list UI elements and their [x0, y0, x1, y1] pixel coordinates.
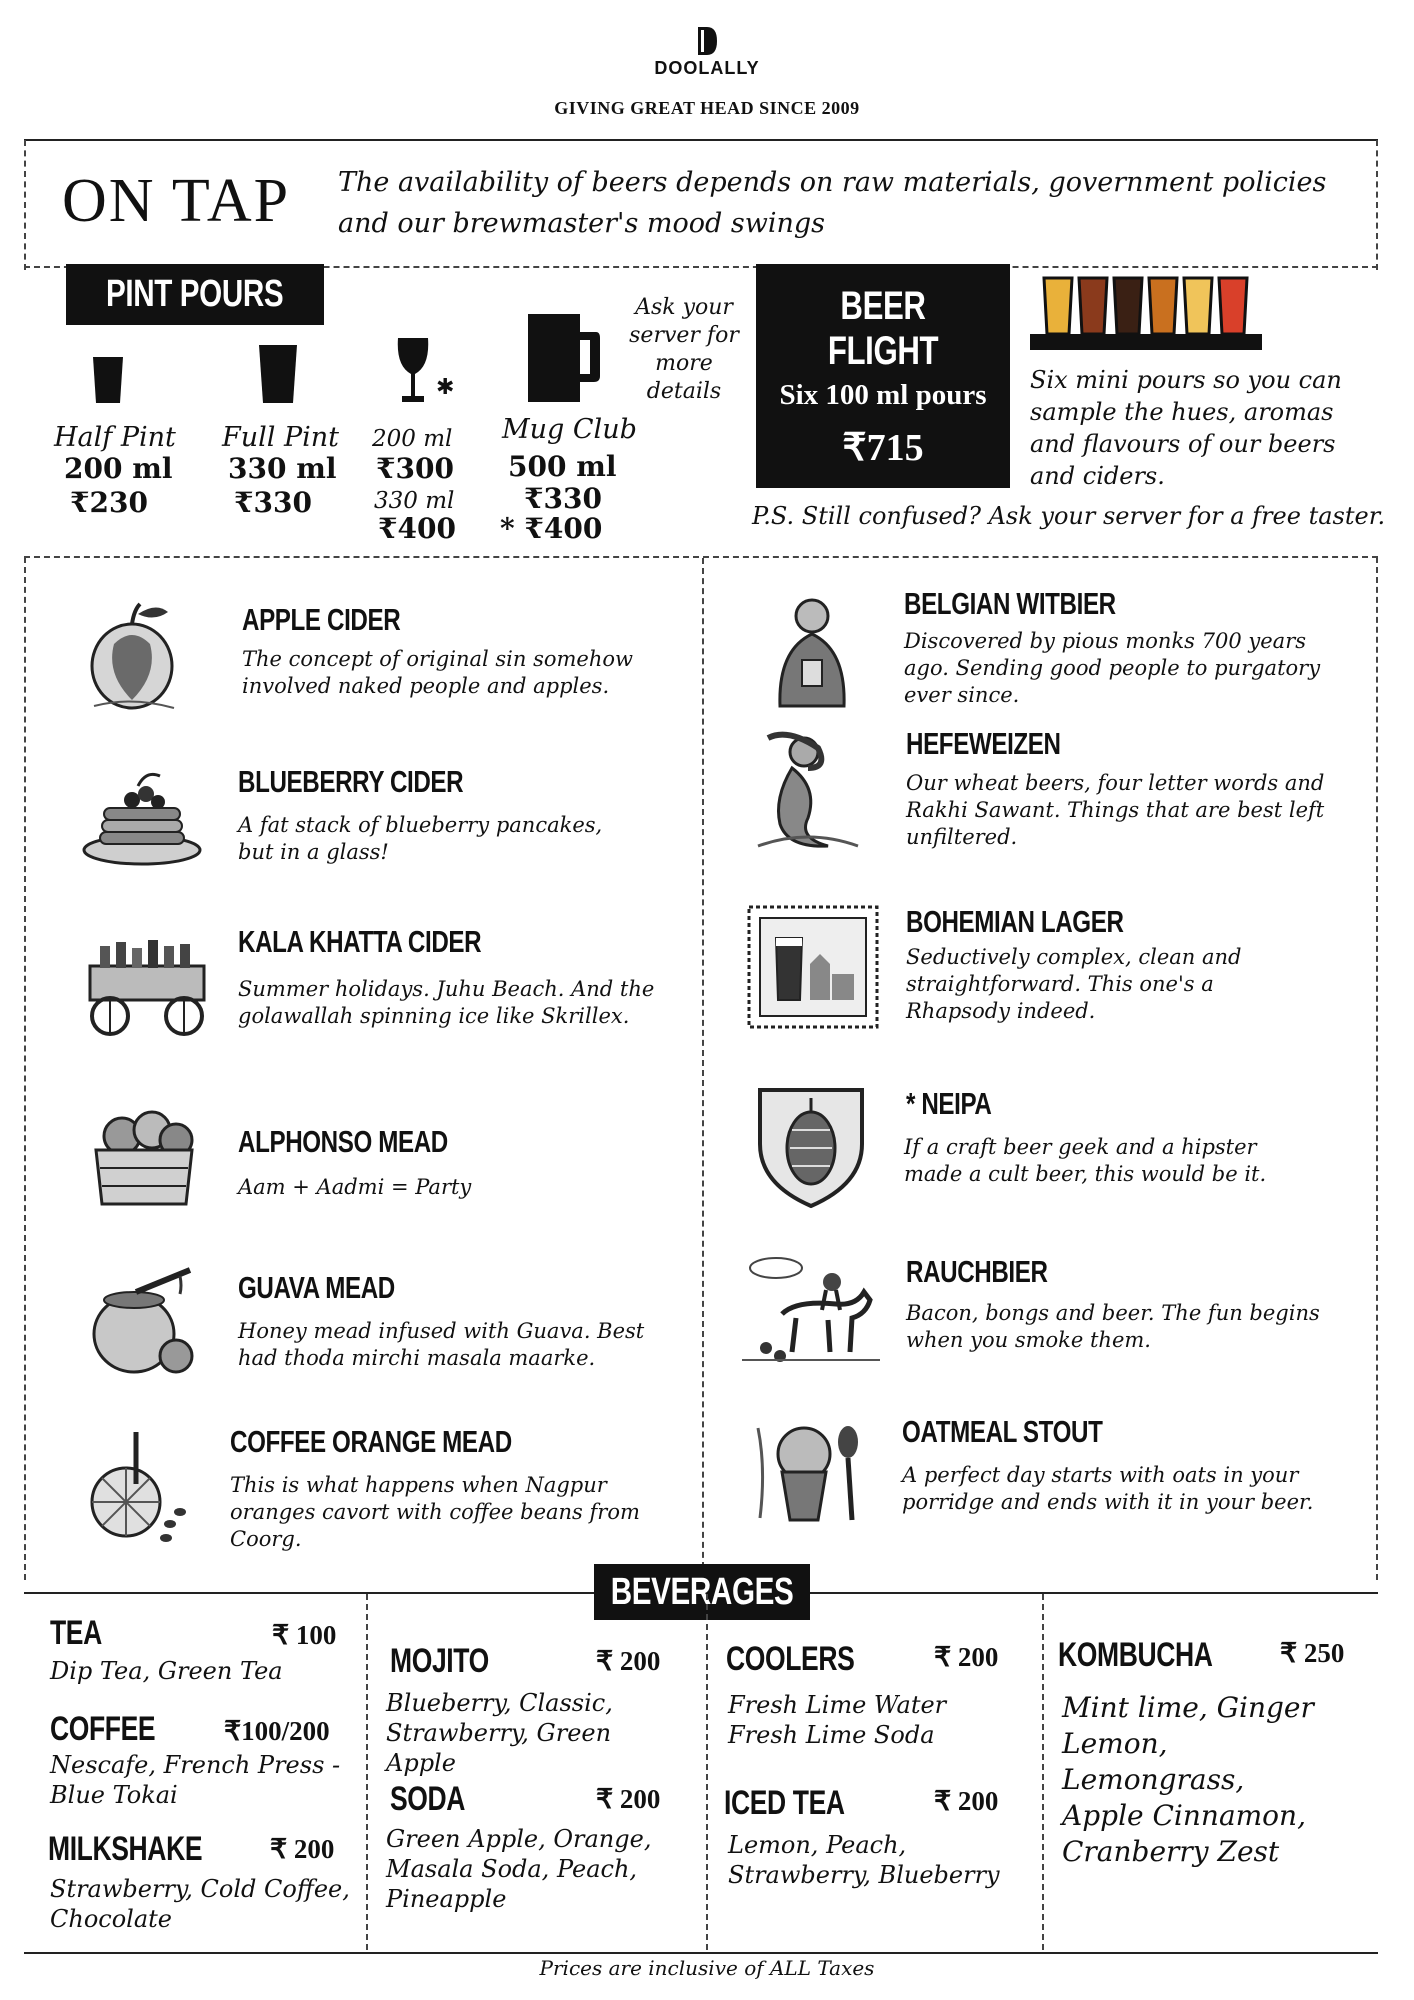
on-tap-title: ON TAP [62, 167, 291, 235]
menu-item-name: BOHEMIAN LAGER [906, 904, 1124, 939]
mermaid-icon [748, 728, 868, 854]
mug-club-volume: 500 ml [508, 450, 617, 483]
bev-item-description: Lemon, Peach, Strawberry, Blueberry [728, 1831, 1000, 1889]
mango-crate-icon [82, 1100, 206, 1212]
left-dash-border [24, 140, 26, 270]
half-pint-glass-icon [92, 356, 124, 404]
flight-glass [1219, 278, 1247, 334]
flight-glass [1149, 278, 1177, 334]
wine-glass-icon [394, 336, 454, 408]
half-pint-volume: 200 ml [64, 452, 173, 485]
left-dash-border-2 [24, 557, 26, 1580]
half-pint-price: ₹230 [70, 486, 148, 519]
beer-flight-title: BEER FLIGHT [827, 284, 939, 373]
stamp-icon [746, 904, 880, 1030]
bev-item-name: COOLERS [726, 1640, 855, 1678]
menu-item-name: BLUEBERRY CIDER [238, 764, 464, 799]
bev-item-description: Fresh Lime Water Fresh Lime Soda [728, 1691, 947, 1749]
menu-item-name: RAUCHBIER [906, 1254, 1048, 1289]
right-dash-border [1376, 140, 1378, 270]
bev-item-price: ₹ 200 [270, 1834, 335, 1864]
mug-club-price-2: * ₹400 [500, 512, 603, 545]
menu-item-name: COFFEE ORANGE MEAD [230, 1424, 512, 1459]
pancakes-icon [80, 760, 204, 868]
beverages-divider-right [808, 1592, 1378, 1594]
menu-item-description: Seductively complex, clean and straightforward. This one's a Rhapsody indeed. [906, 945, 1242, 1023]
bev-item-price: ₹ 200 [596, 1646, 661, 1676]
menu-item-description: The concept of original sin somehow involved naked people and apples. [242, 647, 633, 698]
menu-item-description: Aam + Aadmi = Party [238, 1175, 472, 1199]
menu-item-name: OATMEAL STOUT [902, 1414, 1103, 1449]
menu-item-name: * NEIPA [906, 1086, 992, 1121]
menu-item-description: Our wheat beers, four letter words and Rakhi Sawant. Things that are best left unfiltered. [906, 771, 1325, 849]
bev-item-name: ICED TEA [724, 1784, 845, 1822]
half-pint-label: Half Pint [54, 422, 176, 453]
bev-col-divider-2 [706, 1594, 708, 1950]
menu-item-description: Honey mead infused with Guava. Best had thoda mirchi masala maarke. [238, 1319, 645, 1370]
top-border [24, 139, 1378, 141]
full-pint-glass-icon [258, 344, 298, 404]
pint-pours-heading: PINT POURS [66, 264, 324, 325]
full-pint-volume: 330 ml [228, 452, 337, 485]
beer-flight-subtitle: Six 100 ml pours [779, 379, 987, 411]
bev-item-name: SODA [390, 1780, 466, 1818]
bev-item-price: ₹ 250 [1280, 1638, 1345, 1668]
divider-middle [24, 556, 1378, 558]
bev-item-description: Dip Tea, Green Tea [50, 1657, 283, 1685]
bev-item-description: Green Apple, Orange, Masala Soda, Peach, Pineapple [386, 1825, 652, 1913]
menu-item-name: KALA KHATTA CIDER [238, 924, 482, 959]
menu-item-description: A fat stack of blueberry pancakes, but in a glass! [238, 813, 603, 864]
beer-flight-description: Six mini pours so you can sample the hues, aromas and flavours of our beers and ciders. [1030, 366, 1342, 490]
beverages-divider-left [24, 1592, 596, 1594]
menu-item-description: A perfect day starts with oats in your porridge and ends with it in your beer. [902, 1463, 1314, 1514]
glass-volume-2: 330 ml [374, 488, 455, 514]
bottom-border [24, 1952, 1378, 1954]
footer-note: Prices are inclusive of ALL Taxes [539, 1956, 875, 1980]
bev-item-name: KOMBUCHA [1058, 1636, 1213, 1674]
horse-rider-icon [736, 1252, 886, 1364]
menu-item-description: Bacon, bongs and beer. The fun begins when you smoke them. [906, 1301, 1320, 1352]
beer-flight-box [756, 264, 1010, 488]
cart-icon [80, 926, 214, 1038]
flight-glass [1184, 278, 1212, 334]
orange-icon [70, 1424, 194, 1548]
right-dash-border-2 [1376, 557, 1378, 1580]
menu-item-name: GUAVA MEAD [238, 1270, 395, 1305]
menu-item-name: ALPHONSO MEAD [238, 1124, 448, 1159]
beer-flight-price: ₹715 [842, 427, 924, 469]
honey-pot-icon [84, 1264, 200, 1380]
brand-name: DOOLALLY [654, 58, 760, 78]
bev-item-name: MILKSHAKE [48, 1830, 203, 1868]
center-column-divider [702, 558, 704, 1578]
mug-club-label: Mug Club [502, 414, 637, 445]
flight-glass [1079, 278, 1107, 334]
bev-item-price: ₹ 200 [596, 1784, 661, 1814]
menu-item-description: If a craft beer geek and a hipster made a cult beer, this would be it. [904, 1135, 1267, 1186]
bev-col-divider-3 [1042, 1594, 1044, 1950]
flight-glass [1114, 278, 1142, 334]
mug-club-price: ₹330 [524, 482, 602, 515]
mug-icon [524, 312, 602, 404]
bev-item-price: ₹ 200 [934, 1786, 999, 1816]
menu-item-name: HEFEWEIZEN [906, 726, 1061, 761]
apple-icon [74, 596, 190, 714]
menu-item-name: BELGIAN WITBIER [904, 586, 1116, 621]
bev-item-price: ₹ 200 [934, 1642, 999, 1672]
menu-item-description: This is what happens when Nagpur oranges cavort with coffee beans from Coorg. [230, 1473, 640, 1551]
glass-price-1: ₹300 [376, 452, 454, 485]
ask-server-note: Ask your server for more details [629, 295, 739, 404]
bev-item-name: COFFEE [50, 1710, 156, 1748]
flight-glass [1044, 278, 1072, 334]
full-pint-label: Full Pint [222, 422, 340, 453]
oats-spoon-icon [752, 1408, 872, 1528]
bev-item-description: Strawberry, Cold Coffee, Chocolate [50, 1875, 350, 1933]
beer-flight-paddle-icon [1030, 276, 1262, 352]
bev-item-description: Mint lime, Ginger Lemon, Lemongrass, Apple Cinnamon, Cranberry Zest [1062, 1691, 1314, 1868]
monk-icon [756, 590, 868, 710]
ps-note: P.S. Still confused? Ask your server for a free taster. [752, 502, 1386, 530]
bev-item-name: TEA [50, 1614, 102, 1652]
beverages-heading: BEVERAGES [594, 1564, 810, 1620]
menu-item-description: Summer holidays. Juhu Beach. And the golawallah spinning ice like Skrillex. [238, 977, 655, 1028]
bev-item-description: Blueberry, Classic, Strawberry, Green Apple [386, 1689, 613, 1777]
brand-logo [0, 26, 1414, 60]
full-pint-price: ₹330 [234, 486, 312, 519]
bev-item-price: ₹100/200 [224, 1716, 330, 1746]
bev-item-price: ₹ 100 [272, 1620, 337, 1650]
menu-item-name: APPLE CIDER [242, 602, 401, 637]
tagline: GIVING GREAT HEAD SINCE 2009 [554, 98, 860, 118]
bev-item-description: Nescafe, French Press - Blue Tokai [50, 1751, 341, 1809]
menu-item-description: Discovered by pious monks 700 years ago. Sending good people to purgatory ever since. [904, 629, 1321, 707]
glass-price-2: ₹400 [378, 512, 456, 545]
svg-text:✱: ✱ [436, 375, 454, 400]
hop-shield-icon [752, 1084, 870, 1210]
flight-board [1030, 334, 1262, 350]
bev-item-name: MOJITO [390, 1642, 489, 1680]
on-tap-description: The availability of beers depends on raw materials, government policies and our brewmaster's mood swings [338, 167, 1327, 239]
bev-col-divider-1 [366, 1594, 368, 1950]
logo-mark-icon [696, 26, 718, 56]
glass-volume-1: 200 ml [372, 426, 453, 452]
